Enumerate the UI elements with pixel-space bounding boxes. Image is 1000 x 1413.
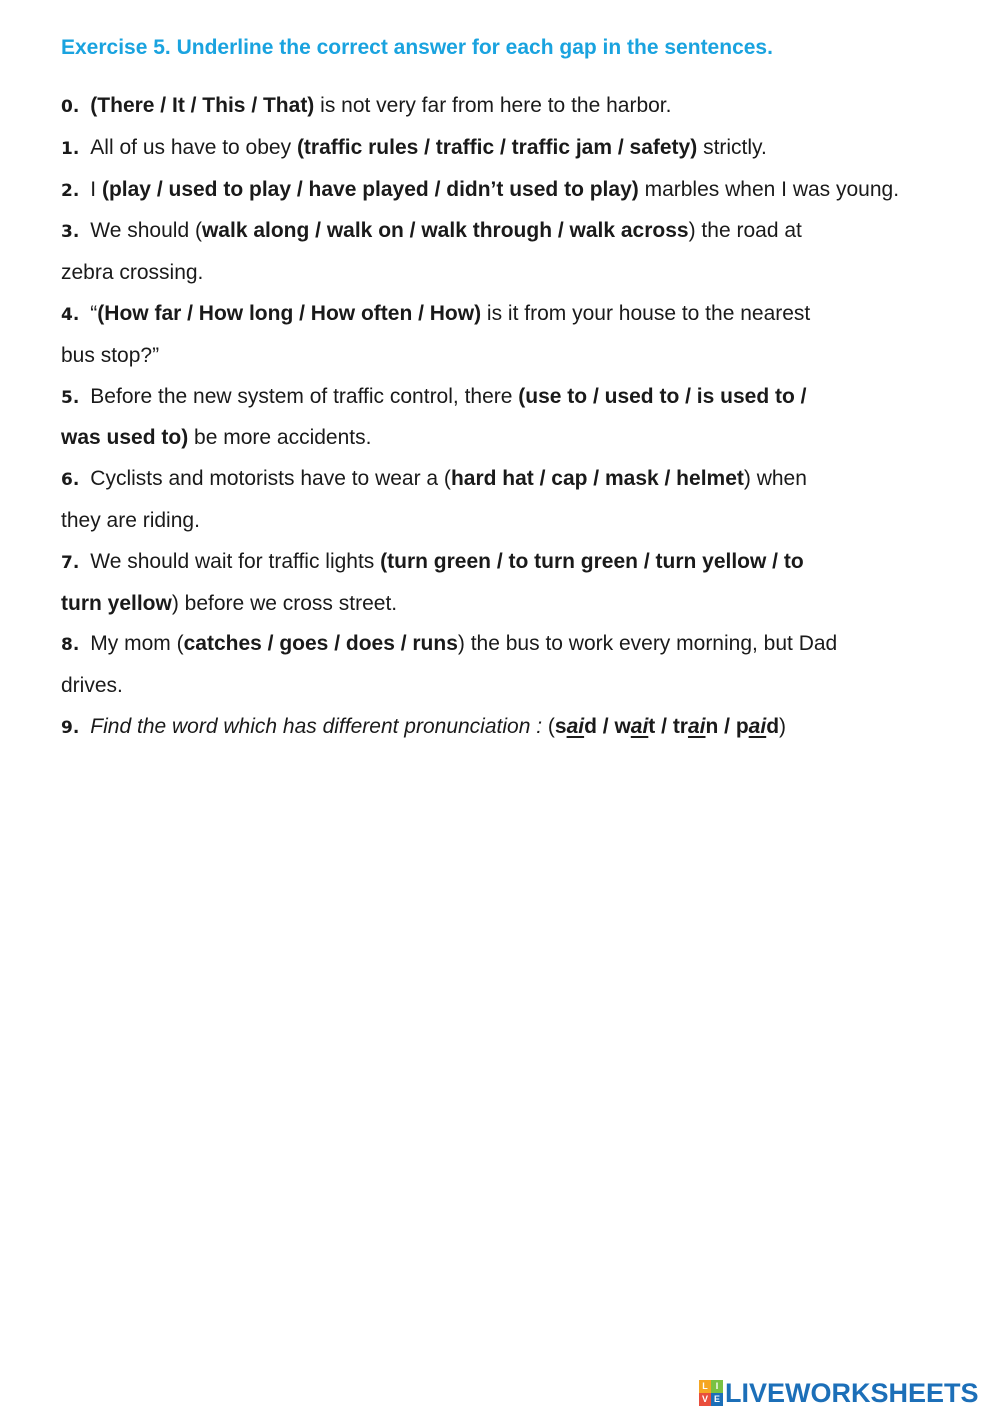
question-number: 6. [61, 470, 80, 491]
question-text: they are riding. [61, 508, 200, 532]
logo-text: LIVEWORKSHEETS [725, 1377, 979, 1408]
question-text: strictly. [697, 135, 767, 159]
question-text: We should ( [90, 219, 202, 243]
liveworksheets-logo [699, 1378, 979, 1408]
question-number: 3. [61, 222, 80, 243]
answer-options[interactable]: turn yellow [61, 591, 172, 615]
question-text: ) the bus to work every morning, but Dad [457, 632, 838, 656]
question-number: 0. [61, 97, 80, 117]
answer-options[interactable]: was used to) [61, 426, 189, 450]
question-text: is it from your house to the nearest [481, 301, 811, 325]
logo-icon-letter: L [699, 1380, 711, 1393]
question-3 [61, 211, 961, 294]
question-number: 7. [61, 552, 80, 573]
answer-options[interactable]: catches / goes / does / runs [183, 632, 458, 656]
question-number: 5. [61, 387, 80, 408]
answer-options[interactable]: (use to / used to / is used to / [518, 384, 807, 408]
question-text: Cyclists and motorists have to wear a ( [90, 467, 451, 491]
answer-options[interactable]: (traffic rules / traffic / traffic jam / safety) [296, 135, 698, 159]
question-number: 2. [61, 180, 80, 201]
question-number: 4. [61, 304, 80, 325]
question-text: My mom ( [90, 632, 184, 656]
question-2 [61, 170, 961, 212]
question-text: All of us have to obey [90, 135, 297, 159]
question-text: zebra crossing. [61, 261, 204, 285]
question-text: ) the road at [688, 219, 802, 243]
question-text: ) when [743, 467, 807, 491]
answer-options[interactable]: (play / used to play / have played / didn’t used to play) [101, 177, 639, 201]
question-number: 9. [61, 717, 80, 738]
question-text: ) before we cross street. [171, 591, 398, 615]
answer-options[interactable]: (How far / How long / How often / How) [97, 301, 482, 325]
answer-options[interactable]: walk along / walk on / walk through / walk across [201, 219, 689, 243]
bracket: ) [779, 714, 787, 738]
liveworksheets-logo-icon [699, 1380, 723, 1406]
question-4 [61, 294, 961, 377]
question-text: marbles when I was young. [638, 177, 900, 201]
question-1 [61, 128, 961, 170]
question-8 [61, 624, 961, 707]
question-6 [61, 459, 961, 542]
word-option-said[interactable]: said [554, 714, 597, 738]
question-number: 8. [61, 635, 80, 656]
word-option-train[interactable]: train [672, 714, 719, 738]
question-text: I [90, 177, 102, 201]
question-text: bus stop?” [61, 343, 160, 367]
answer-options[interactable]: (turn green / to turn green / turn yellow / to [380, 549, 804, 573]
question-text: Before the new system of traffic control, there [90, 384, 519, 408]
separator: / [655, 714, 673, 738]
logo-icon-letter: E [711, 1393, 723, 1406]
separator: / [718, 714, 736, 738]
question-text: be more accidents. [188, 426, 372, 450]
logo-icon-letter: I [711, 1380, 723, 1393]
question-list [61, 86, 961, 749]
question-0 [61, 86, 961, 128]
separator: / [596, 714, 615, 738]
word-option-wait[interactable]: wait [614, 714, 656, 738]
question-text: “ [90, 301, 98, 325]
question-text: is not very far from here to the harbor. [314, 94, 672, 117]
answer-options[interactable]: hard hat / cap / mask / helmet [450, 467, 744, 491]
question-9 [61, 707, 961, 749]
exercise-title: Exercise 5. Underline the correct answer for each gap in the sentences. [61, 36, 773, 59]
question-7 [61, 542, 961, 625]
question-number: 1. [61, 138, 80, 159]
bracket: ( [547, 714, 555, 738]
question-5 [61, 377, 961, 460]
logo-icon-letter: V [699, 1393, 711, 1406]
answer-options[interactable]: (There / It / This / That) [90, 94, 315, 117]
question-text: drives. [61, 674, 123, 698]
word-option-paid[interactable]: paid [735, 714, 780, 738]
question-text: Find the word which has different pronunciation : [90, 714, 548, 738]
question-text: We should wait for traffic lights [90, 549, 381, 573]
